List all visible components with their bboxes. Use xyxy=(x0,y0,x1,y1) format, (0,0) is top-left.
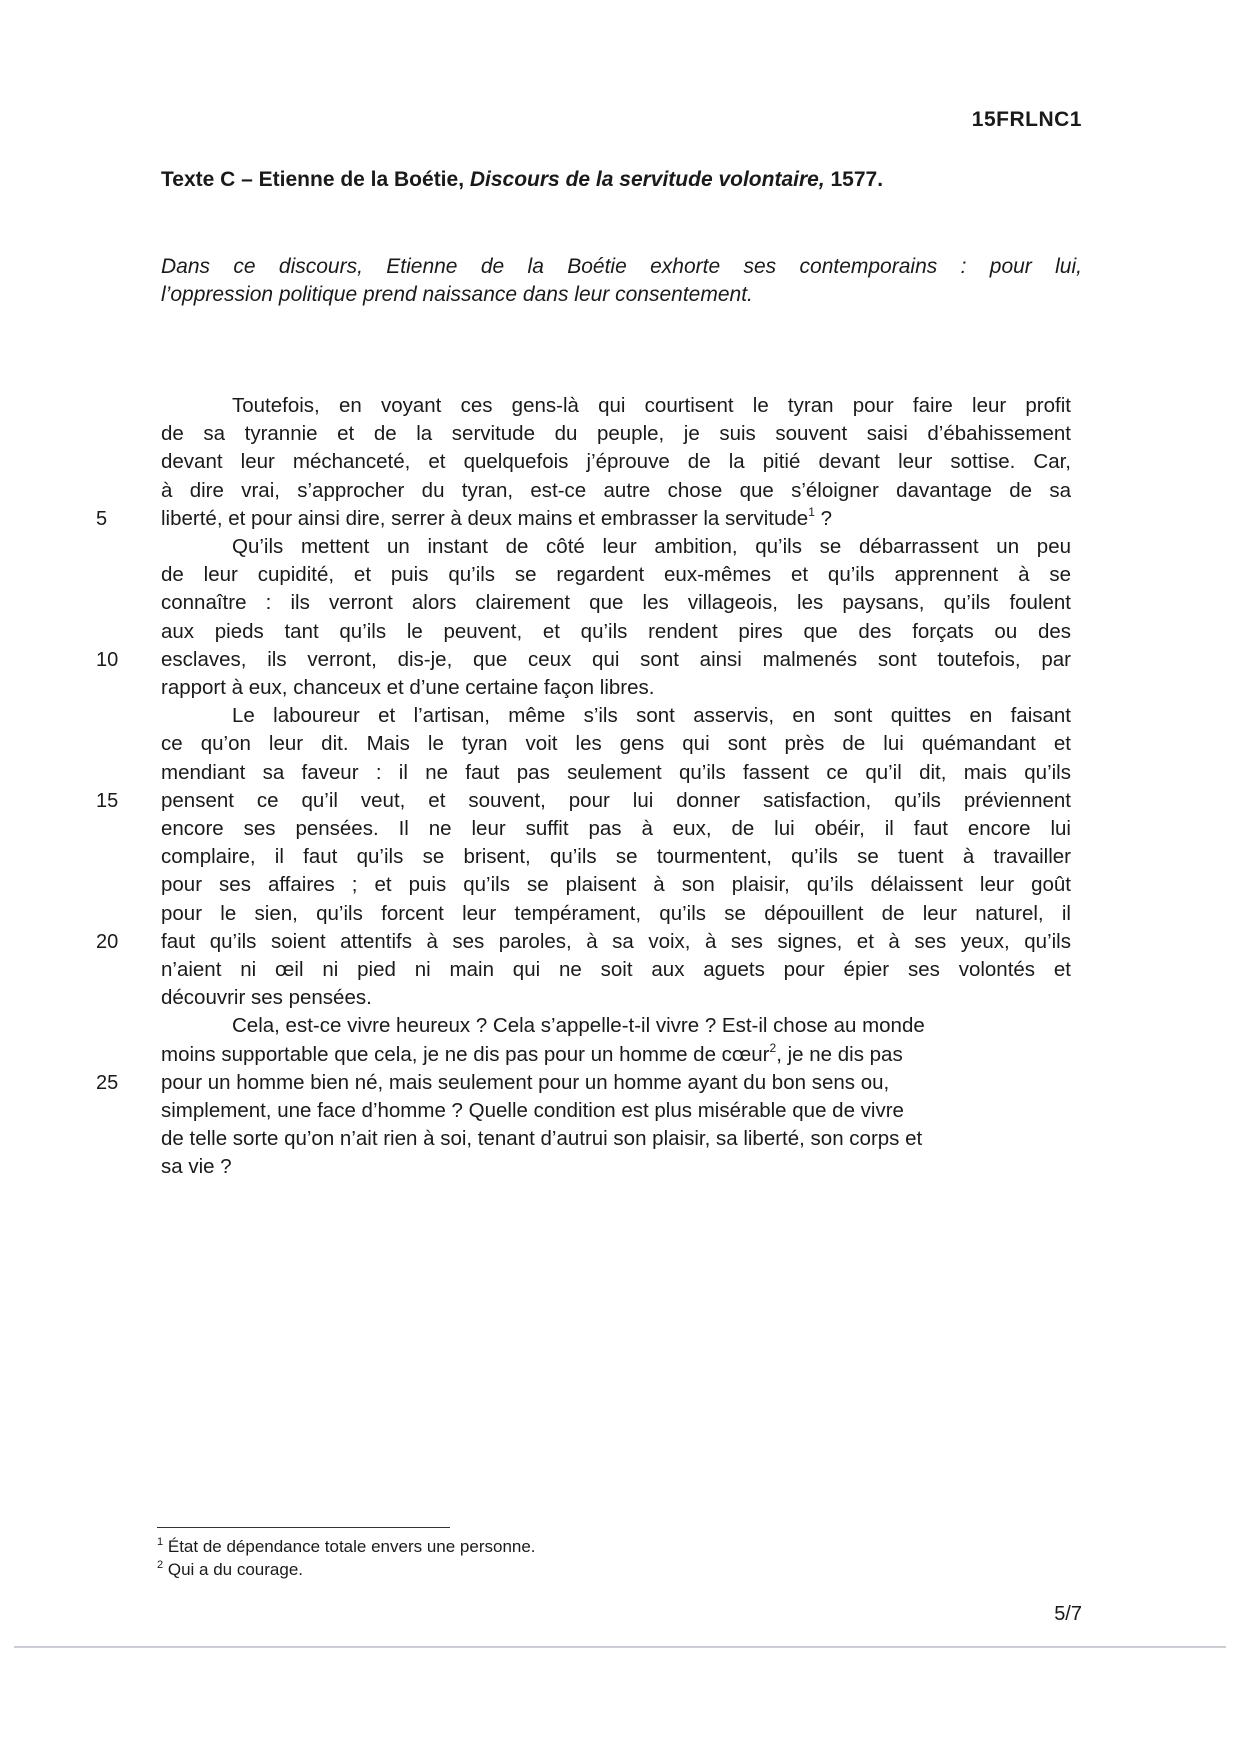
line-text: sa vie ? xyxy=(161,1155,232,1179)
footnote-ref: 1 xyxy=(808,504,815,519)
line-text: ce qu’on leur dit. Mais le tyran voit les gens qui sont près de lui quémandant et xyxy=(161,732,1071,756)
line-text: liberté, et pour ainsi dire, serrer à deux mains et embrasser la servitude xyxy=(161,506,809,530)
body-line xyxy=(161,448,1071,476)
line-text: de sa tyrannie et de la servitude du peuple, je suis souvent saisi d’ébahissement xyxy=(161,422,1071,446)
line-text: esclaves, ils verront, dis-je, que ceux qui sont ainsi malmenés sont toutefois, par xyxy=(161,647,1071,671)
body-line xyxy=(161,589,1071,617)
line-number: 10 xyxy=(96,648,119,671)
body-line xyxy=(161,1153,1071,1181)
line-text: pensent ce qu’il veut, et souvent, pour lui donner satisfaction, qu’ils préviennent xyxy=(161,788,1071,812)
line-text: rapport à eux, chanceux et d’une certaine façon libres. xyxy=(161,676,655,699)
line-text: encore ses pensées. Il ne leur suffit pas à eux, de lui obéir, il faut encore lui xyxy=(161,817,1071,840)
body-line xyxy=(161,787,1071,815)
title-work: Discours de la servitude volontaire, xyxy=(469,168,825,191)
line-text: Le laboureur et l’artisan, même s’ils sont asservis, en sont quittes en faisant xyxy=(232,704,1071,728)
footnote-text: État de dépendance totale envers une personne. xyxy=(167,1537,536,1556)
body-line xyxy=(161,1097,1071,1125)
line-text: devant leur méchanceté, et quelquefois j’éprouve de la pitié devant leur sottise. Car, xyxy=(161,450,1071,474)
body-line xyxy=(161,420,1071,448)
line-text: Toutefois, en voyant ces gens-là qui courtisent le tyran pour faire leur profit xyxy=(232,394,1071,417)
line-text: faut qu’ils soient attentifs à ses paroles, à sa voix, à ses signes, et à ses yeux, qu’ils xyxy=(161,929,1071,953)
footnote-number: 2 xyxy=(157,1559,164,1571)
line-number: 15 xyxy=(96,789,119,812)
title-prefix: Texte C – Etienne de la Boétie, xyxy=(161,168,470,191)
body-line xyxy=(161,843,1071,871)
line-text: pour le sien, qu’ils forcent leur tempérament, qu’ils se dépouillent de leur naturel, il xyxy=(161,901,1071,925)
exam-code: 15FRLNC1 xyxy=(971,108,1082,131)
page-edge-line xyxy=(14,1646,1226,1648)
line-text: connaître : ils verront alors clairement que les villageois, les paysans, qu’ils foulent xyxy=(161,591,1071,615)
line-number: 25 xyxy=(96,1071,119,1094)
body-line xyxy=(161,759,1071,787)
body-line xyxy=(232,1012,1071,1040)
body-line xyxy=(161,618,1071,646)
page-number: 5/7 xyxy=(1054,1603,1082,1625)
line-text: de leur cupidité, et puis qu’ils se regardent eux-mêmes et qu’ils apprennent à se xyxy=(161,563,1071,587)
title-year: 1577. xyxy=(824,168,884,191)
line-text: simplement, une face d’homme ? Quelle condition est plus misérable que de vivre xyxy=(161,1099,904,1122)
body-line xyxy=(232,392,1071,420)
footnote-number: 1 xyxy=(157,1536,164,1548)
body-line xyxy=(161,477,1071,505)
line-number: 5 xyxy=(96,507,108,530)
body-line xyxy=(161,646,1071,674)
footnote-text: Qui a du courage. xyxy=(167,1560,304,1579)
footnote xyxy=(157,1560,303,1580)
body-line xyxy=(232,702,1071,730)
line-text: Cela, est-ce vivre heureux ? Cela s’appelle-t-il vivre ? Est-il chose au monde xyxy=(232,1014,925,1038)
body-line xyxy=(161,1041,1071,1069)
line-text-after: , je ne dis pas xyxy=(776,1042,903,1066)
line-text: complaire, il faut qu’ils se brisent, qu’ils se tourmentent, qu’ils se tuent à travailler xyxy=(161,845,1071,869)
line-number: 20 xyxy=(96,930,119,953)
body-line xyxy=(161,984,1071,1012)
body-line xyxy=(232,533,1071,561)
line-text: pour un homme bien né, mais seulement pour un homme ayant du bon sens ou, xyxy=(161,1070,890,1094)
line-text: découvrir ses pensées. xyxy=(161,986,372,1010)
line-text: Qu’ils mettent un instant de côté leur ambition, qu’ils se débarrassent un peu xyxy=(232,535,1071,558)
body-line xyxy=(161,900,1071,928)
text-title xyxy=(161,168,883,192)
line-text: mendiant sa faveur : il ne faut pas seulement qu’ils fassent ce qu’il dit, mais qu’ils xyxy=(161,760,1071,784)
line-text: moins supportable que cela, je ne dis pas pour un homme de cœur xyxy=(161,1042,770,1066)
body-line xyxy=(161,1125,1071,1153)
line-text: à dire vrai, s’approcher du tyran, est-ce autre chose que s’éloigner davantage de sa xyxy=(161,478,1071,502)
line-text-after: ? xyxy=(814,506,832,530)
intro-line: l’oppression politique prend naissance dans leur consentement. xyxy=(161,283,753,306)
intro-line: Dans ce discours, Etienne de la Boétie exhorte ses contemporains : pour lui, xyxy=(161,255,1082,278)
body-line xyxy=(161,871,1071,899)
body-line xyxy=(161,674,1071,702)
footnote-divider xyxy=(157,1527,450,1528)
body-line xyxy=(161,928,1071,956)
line-text: aux pieds tant qu’ils le peuvent, et qu’ils rendent pires que des forçats ou des xyxy=(161,619,1071,643)
body-line xyxy=(161,561,1071,589)
body-line xyxy=(161,956,1071,984)
footnote-ref: 2 xyxy=(769,1040,777,1055)
body-line xyxy=(161,815,1071,843)
line-text: n’aient ni œil ni pied ni main qui ne soit aux aguets pour épier ses volontés et xyxy=(161,958,1071,981)
footnote xyxy=(157,1537,536,1557)
body-line xyxy=(161,730,1071,758)
line-text: pour ses affaires ; et puis qu’ils se plaisent à son plaisir, qu’ils délaissent leur goût xyxy=(161,873,1071,897)
line-text: de telle sorte qu’on n’ait rien à soi, tenant d’autrui son plaisir, sa liberté, son corps et xyxy=(161,1127,923,1151)
body-line xyxy=(161,1069,1071,1097)
body-line xyxy=(161,505,1071,533)
